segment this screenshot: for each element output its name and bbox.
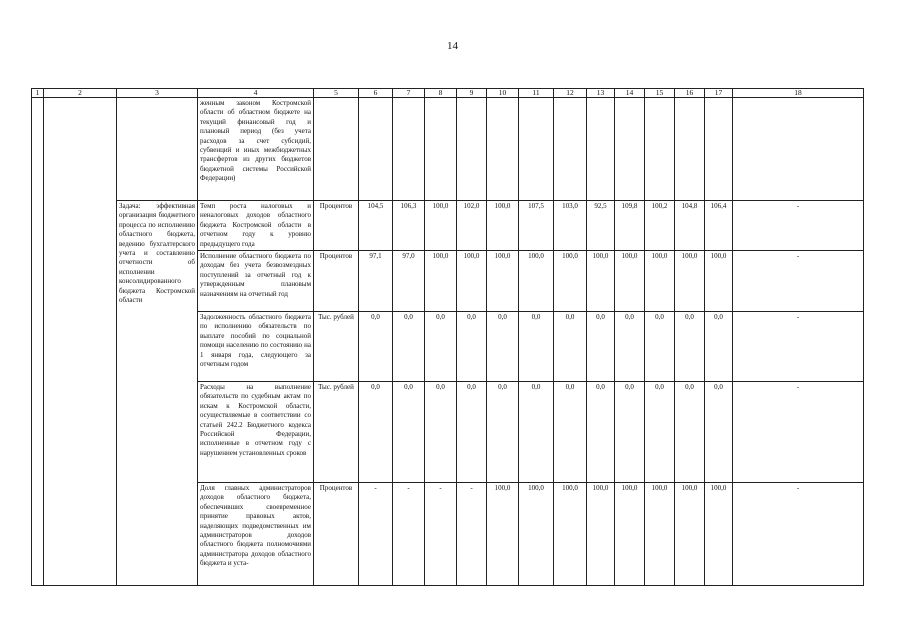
indicators-table: [31, 88, 864, 586]
page-number: 14: [447, 40, 458, 52]
value-cell: 100,0: [425, 251, 457, 312]
unit-cell: Тыс. рублей: [314, 312, 359, 382]
value-cell: 0,0: [645, 382, 675, 483]
col-number: 18: [733, 89, 864, 98]
indicator-cell: Задолженность областного бюджета по исполнению обязательств по выплате пособий по социальной помощи населению по состоянию на 1 января года, следующего за отчетным годом: [198, 312, 314, 382]
value-cell: [705, 98, 733, 201]
col3-cell-empty: [117, 98, 198, 201]
value-cell: 0,0: [554, 382, 587, 483]
col-number: 6: [359, 89, 393, 98]
value-cell: -: [457, 483, 487, 586]
value-cell: 100,0: [519, 251, 554, 312]
table-row: [32, 201, 864, 251]
value-cell: 106,3: [393, 201, 425, 251]
value-cell: 100,0: [425, 201, 457, 251]
value-cell: 0,0: [587, 312, 615, 382]
value-cell: 100,0: [587, 483, 615, 586]
col-number: 10: [487, 89, 519, 98]
value-cell: 106,4: [705, 201, 733, 251]
value-cell: 100,0: [615, 483, 645, 586]
unit-cell: Процентов: [314, 251, 359, 312]
col1-cell: [32, 98, 44, 586]
col-number: 15: [645, 89, 675, 98]
value-cell: 100,0: [645, 483, 675, 586]
value-cell: 100,0: [457, 251, 487, 312]
indicator-cell: Доля главных администраторов доходов областного бюджета, обеспечивших своевременное принятие правовых актов, наделяющих подведомственных им администраторов доходов областного бюджета полномочиями администратора доходов областного бюджета и уста-: [198, 483, 314, 586]
value-cell: 0,0: [393, 382, 425, 483]
value-cell: -: [425, 483, 457, 586]
value-cell: 0,0: [675, 312, 705, 382]
col-number: 9: [457, 89, 487, 98]
col-number: 3: [117, 89, 198, 98]
value-cell: 0,0: [393, 312, 425, 382]
value-cell: [675, 98, 705, 201]
value-cell: 97,0: [393, 251, 425, 312]
value-cell: 92,5: [587, 201, 615, 251]
col-number: 5: [314, 89, 359, 98]
value-cell: 0,0: [487, 382, 519, 483]
col-number: 17: [705, 89, 733, 98]
indicator-cell: Исполнение областного бюджета по доходам без учета безвозмездных поступлений за отчетный год к утвержденным плановым назначениям на отчетный год: [198, 251, 314, 312]
value-cell: 0,0: [457, 312, 487, 382]
col-number: 14: [615, 89, 645, 98]
value-cell: [519, 98, 554, 201]
value-cell: 100,0: [554, 251, 587, 312]
value-cell: 100,2: [645, 201, 675, 251]
value-cell: 100,0: [675, 483, 705, 586]
col18-cell: -: [733, 312, 864, 382]
value-cell: 100,0: [705, 483, 733, 586]
col-number: 11: [519, 89, 554, 98]
value-cell: 0,0: [587, 382, 615, 483]
indicator-cell: женным законом Костромской области об областном бюджете на текущий финансовый год и плановый период (без учета расходов за счет субсидий, субвенций и иных межбюджетных трансфертов из других бюджетов бюджетной системы Российской Федерации): [198, 98, 314, 201]
value-cell: 0,0: [645, 312, 675, 382]
value-cell: [425, 98, 457, 201]
col-number: 1: [32, 89, 44, 98]
table-row: [32, 98, 864, 201]
value-cell: 0,0: [675, 382, 705, 483]
value-cell: [645, 98, 675, 201]
value-cell: 0,0: [705, 312, 733, 382]
value-cell: [359, 98, 393, 201]
value-cell: [587, 98, 615, 201]
value-cell: 0,0: [519, 312, 554, 382]
task-cell: Задача: эффективная организация бюджетного процесса по исполнению областного бюджета, ведению бухгалтерского учета и составлению отчетности об исполнении консолидированного бюджета Костромской области: [117, 201, 198, 586]
col18-cell: -: [733, 382, 864, 483]
value-cell: 100,0: [487, 251, 519, 312]
value-cell: 0,0: [359, 312, 393, 382]
value-cell: [393, 98, 425, 201]
value-cell: 100,0: [645, 251, 675, 312]
col18-cell: -: [733, 483, 864, 586]
value-cell: 102,0: [457, 201, 487, 251]
col-number: 12: [554, 89, 587, 98]
indicator-cell: Темп роста налоговых и неналоговых доходов областного бюджета Костромской области в отчетном году к уровню предыдущего года: [198, 201, 314, 251]
value-cell: -: [359, 483, 393, 586]
value-cell: 100,0: [705, 251, 733, 312]
col18-cell: -: [733, 251, 864, 312]
column-number-row: [32, 89, 864, 98]
value-cell: 100,0: [675, 251, 705, 312]
value-cell: 100,0: [554, 483, 587, 586]
value-cell: 0,0: [554, 312, 587, 382]
value-cell: 100,0: [487, 483, 519, 586]
value-cell: 107,5: [519, 201, 554, 251]
value-cell: 100,0: [587, 251, 615, 312]
col-number: 4: [198, 89, 314, 98]
unit-cell: Процентов: [314, 483, 359, 586]
value-cell: 0,0: [615, 312, 645, 382]
col18-cell: [733, 98, 864, 201]
indicator-cell: Расходы на выполнение обязательств по судебным актам по искам к Костромской области, осуществляемые в соответствии со статьей 242.2 Бюджетного кодекса Российской Федерации, исполненные в отчетном году с нарушением установленных сроков: [198, 382, 314, 483]
value-cell: 0,0: [615, 382, 645, 483]
value-cell: [554, 98, 587, 201]
value-cell: 97,1: [359, 251, 393, 312]
value-cell: 100,0: [615, 251, 645, 312]
value-cell: 0,0: [519, 382, 554, 483]
col18-cell: -: [733, 201, 864, 251]
value-cell: 109,8: [615, 201, 645, 251]
value-cell: 104,8: [675, 201, 705, 251]
value-cell: 103,0: [554, 201, 587, 251]
value-cell: [487, 98, 519, 201]
value-cell: 100,0: [519, 483, 554, 586]
col-number: 16: [675, 89, 705, 98]
value-cell: 0,0: [705, 382, 733, 483]
col-number: 8: [425, 89, 457, 98]
col2-cell: [44, 98, 117, 586]
value-cell: 0,0: [425, 382, 457, 483]
value-cell: [615, 98, 645, 201]
value-cell: 0,0: [359, 382, 393, 483]
unit-cell: Тыс. рублей: [314, 382, 359, 483]
value-cell: 0,0: [457, 382, 487, 483]
value-cell: [457, 98, 487, 201]
unit-cell: [314, 98, 359, 201]
col-number: 7: [393, 89, 425, 98]
value-cell: 0,0: [487, 312, 519, 382]
col-number: 2: [44, 89, 117, 98]
col-number: 13: [587, 89, 615, 98]
unit-cell: Процентов: [314, 201, 359, 251]
value-cell: -: [393, 483, 425, 586]
value-cell: 100,0: [487, 201, 519, 251]
value-cell: 0,0: [425, 312, 457, 382]
value-cell: 104,5: [359, 201, 393, 251]
